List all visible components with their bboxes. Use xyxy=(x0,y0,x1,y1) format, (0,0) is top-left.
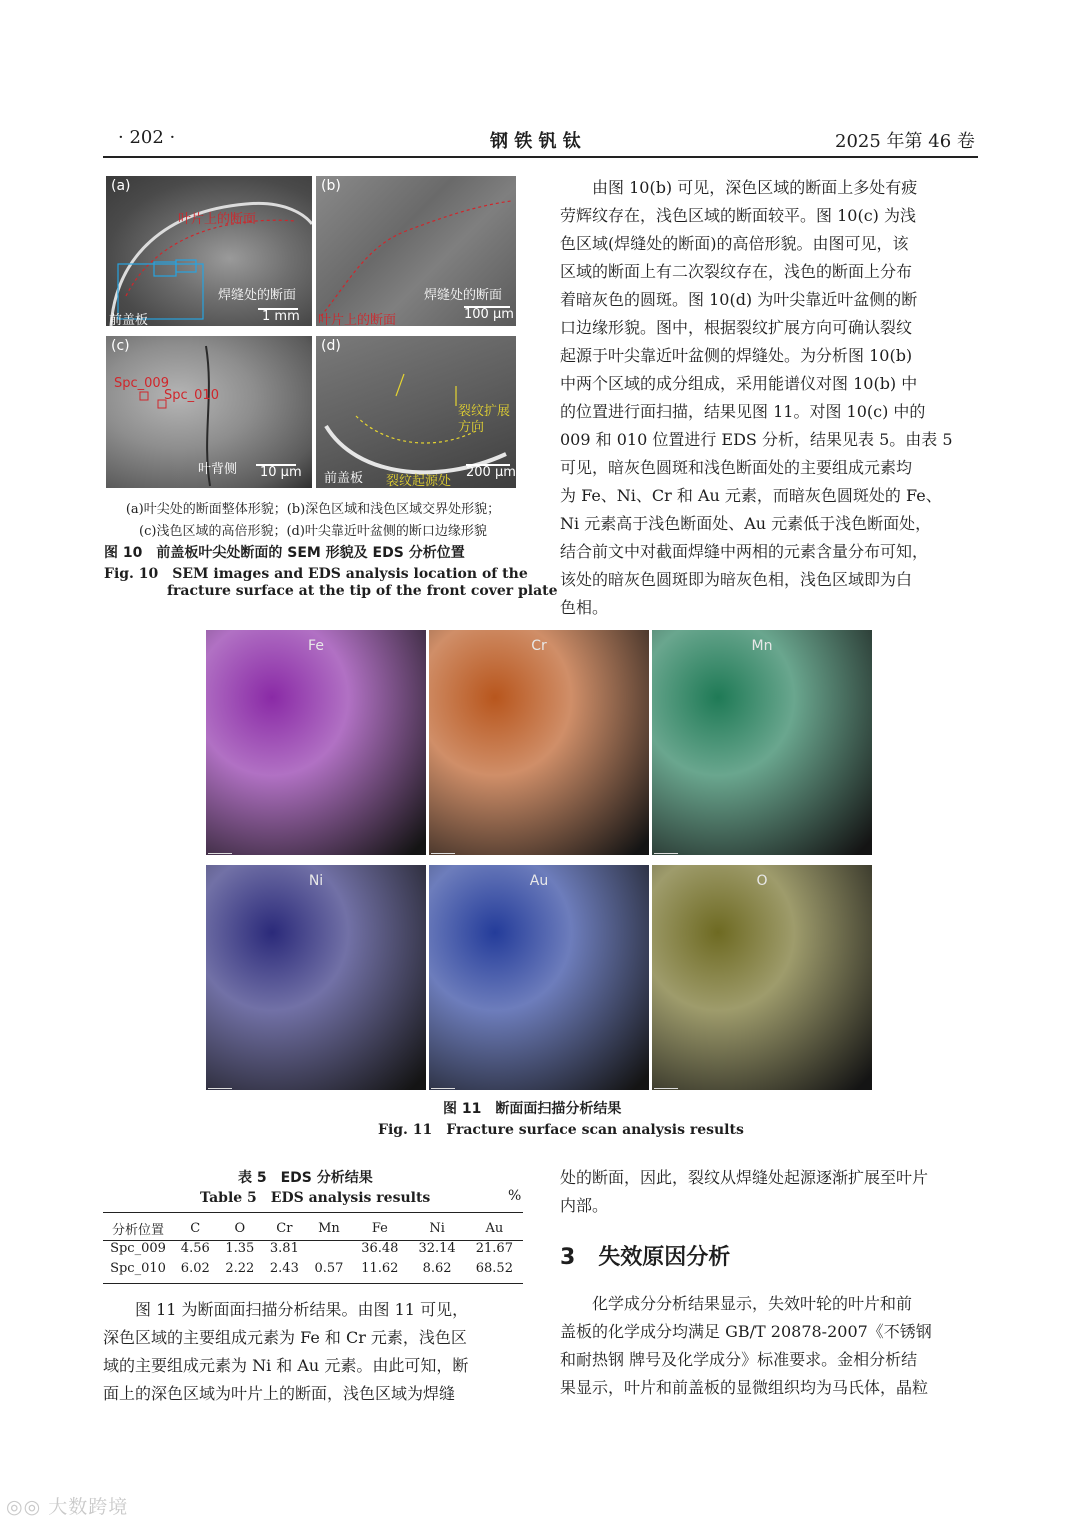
panel-b-blade-annotation: 叶片上的断面 xyxy=(318,313,397,326)
paragraph-line: 由图 10(b) 可见，深色区域的断面上多处有疲 xyxy=(592,178,918,197)
eds-map-o xyxy=(652,865,872,1090)
sem-panel-a-overlay xyxy=(106,176,312,326)
sem-panel-b-overlay xyxy=(316,176,516,326)
paragraph-line: 起源于叶尖靠近叶盆侧的焊缝处。为分析图 10(b) xyxy=(560,346,913,365)
eds-map-element-label: Cr xyxy=(531,638,547,654)
paragraph-line: 结合前文中对截面焊缝中两相的元素含量分布可知， xyxy=(560,542,929,561)
eds-map-scalebar xyxy=(431,853,455,854)
paragraph-line: 区域的断面上有二次裂纹存在，浅色的断面上分布 xyxy=(560,262,913,281)
table5-cell: 11.62 xyxy=(361,1260,399,1276)
paragraph-line: 面上的深色区域为叶片上的断面，浅色区域为焊缝 xyxy=(103,1384,456,1403)
eds-map-element-label: Ni xyxy=(308,873,324,889)
panel-b-weld-annotation: 焊缝处的断面 xyxy=(424,288,503,303)
section-3-heading xyxy=(560,1240,730,1271)
paragraph-line: 果显示，叶片和前盖板的显微组织均为马氏体，晶粒 xyxy=(560,1378,929,1397)
table5-cell xyxy=(307,1238,352,1258)
paragraph-line: 和耐热钢 牌号及化学成分》标准要求。金相分析结 xyxy=(560,1350,918,1369)
panel-c-spc009-annotation: Spc_009 xyxy=(114,376,169,391)
eds-map-cr xyxy=(429,630,649,855)
paragraph-line: Ni 元素高于浅色断面处、Au 元素低于浅色断面处， xyxy=(560,514,932,533)
panel-a-weld-annotation: 焊缝处的断面 xyxy=(218,288,297,303)
paragraph-line: 着暗灰色的圆斑。图 10(d) 为叶尖靠近叶盆侧的断 xyxy=(560,290,918,309)
table5-header-cell: Au xyxy=(485,1220,504,1236)
panel-c-spc010-annotation: Spc_010 xyxy=(164,388,219,403)
table5-header-row xyxy=(103,1218,523,1238)
panel-d-label: (d) xyxy=(321,338,341,354)
sem-panel-c xyxy=(106,336,312,488)
left-bottom-paragraph xyxy=(103,1296,523,1408)
eds-map-element-label: Mn xyxy=(751,638,773,654)
panel-c-scale-label: 10 μm xyxy=(260,465,302,480)
fig10-subcaption-1: (a)叶尖处的断面整体形貌；(b)深色区域和浅色区域交界处形貌； xyxy=(125,502,501,517)
panel-d-origin-annotation: 裂纹起源处 xyxy=(386,474,452,488)
panel-a-scale-label: 1 mm xyxy=(262,309,300,324)
watermark-text: 大数跨境 xyxy=(48,1496,129,1518)
right-column-paragraph xyxy=(560,174,978,622)
table5-body xyxy=(103,1238,523,1278)
section-3-paragraph xyxy=(560,1290,978,1402)
eds-map-scalebar xyxy=(208,853,232,854)
eds-map-scalebar xyxy=(208,1088,232,1089)
table5-header-cell: Cr xyxy=(276,1220,293,1236)
eds-map-fe xyxy=(206,630,426,855)
issue-info: 2025 年第 46 卷 xyxy=(835,131,975,152)
fig10-subcaption-2: (c)浅色区域的高倍形貌；(d)叶尖靠近叶盆侧的断口边缘形貌 xyxy=(139,524,487,539)
panel-b-label: (b) xyxy=(321,178,341,194)
section-3-title: 失效原因分析 xyxy=(598,1245,731,1270)
paragraph-line: 可见，暗灰色圆斑和浅色断面处的主要组成元素均 xyxy=(560,458,913,477)
table5-row xyxy=(103,1238,523,1258)
eds-map-element-label: Au xyxy=(529,873,549,889)
paragraph-line: 为 Fe、Ni、Cr 和 Au 元素，而暗灰色圆斑处的 Fe、 xyxy=(560,486,942,505)
table5-header-cell: Fe xyxy=(371,1220,388,1236)
fig10-caption-cn: 图 10 前盖板叶尖处断面的 SEM 形貌及 EDS 分析位置 xyxy=(104,545,465,561)
table5-cell: 36.48 xyxy=(361,1240,399,1256)
paragraph-line: 域的主要组成元素为 Ni 和 Au 元素。由此可知，断 xyxy=(103,1356,469,1375)
table5-header-cell: C xyxy=(190,1220,201,1236)
table5-caption-cn: 表 5 EDS 分析结果 xyxy=(238,1170,373,1186)
panel-c-label: (c) xyxy=(111,338,130,354)
eds-map-scalebar xyxy=(654,853,678,854)
paragraph-line: 图 11 为断面面扫描分析结果。由图 11 可见， xyxy=(135,1300,469,1319)
paragraph-line: 化学成分分析结果显示，失效叶轮的叶片和前 xyxy=(592,1294,913,1313)
watermark-logo-icon: ◎◎ xyxy=(6,1496,49,1518)
paragraph-line: 深色区域的主要组成元素为 Fe 和 Cr 元素，浅色区 xyxy=(103,1328,467,1347)
table5-bottom-rule xyxy=(103,1283,523,1284)
table5-header-cell: Mn xyxy=(318,1220,340,1236)
right-bottom-paragraph xyxy=(560,1164,978,1220)
eds-map-au xyxy=(429,865,649,1090)
paragraph-line: 色区域(焊缝处的断面)的高倍形貌。由图可见，该 xyxy=(560,234,909,253)
eds-map-ni xyxy=(206,865,426,1090)
panel-a-cover-annotation: 前盖板 xyxy=(109,313,149,326)
table5-cell: 4.56 xyxy=(180,1240,210,1256)
panel-d-scale-label: 200 μm xyxy=(466,465,516,480)
table5-cell: Spc_010 xyxy=(110,1260,166,1276)
paragraph-line: 该处的暗灰色圆斑即为暗灰色相，浅色区域即为白 xyxy=(560,570,913,589)
sem-panel-d xyxy=(316,336,516,488)
panel-d-crack-direction-annotation: 裂纹扩展方向 xyxy=(458,404,511,435)
table5-cell: 21.67 xyxy=(475,1240,513,1256)
table5-mid-rule xyxy=(103,1240,523,1241)
sem-panel-b xyxy=(316,176,516,326)
table5-top-rule xyxy=(103,1212,523,1213)
eds-map-mn xyxy=(652,630,872,855)
fig10-caption-en-1: Fig. 10 SEM images and EDS analysis location of the xyxy=(104,566,528,582)
page-number: · 202 · xyxy=(118,127,176,148)
fig10-caption-en-2: fracture surface at the tip of the front cover plate xyxy=(167,583,558,599)
sem-panel-a xyxy=(106,176,312,326)
eds-map-scalebar xyxy=(431,1088,455,1089)
table5-caption-en: Table 5 EDS analysis results xyxy=(200,1190,431,1206)
eds-map-scalebar xyxy=(654,1088,678,1089)
table5-cell: 1.35 xyxy=(225,1240,255,1256)
panel-d-cover-annotation: 前盖板 xyxy=(324,471,364,486)
section-3-number: 3 xyxy=(560,1245,576,1270)
table5-cell: 8.62 xyxy=(422,1260,452,1276)
paragraph-line: 色相。 xyxy=(560,598,609,617)
journal-title: 钢 铁 钒 钛 xyxy=(490,131,581,152)
table5-cell: 32.14 xyxy=(418,1240,456,1256)
table5-cell: 3.81 xyxy=(269,1240,299,1256)
table5-cell: 0.57 xyxy=(314,1260,344,1276)
eds-map-element-label: Fe xyxy=(308,638,324,654)
header-rule xyxy=(103,156,978,158)
paragraph-line: 009 和 010 位置进行 EDS 分析，结果见表 5。由表 5 xyxy=(560,430,953,449)
panel-a-label: (a) xyxy=(111,178,131,194)
panel-a-blade-annotation: 叶片上的断面 xyxy=(178,212,257,227)
fig11-caption-en: Fig. 11 Fracture surface scan analysis results xyxy=(378,1122,744,1138)
paragraph-line: 口边缘形貌。图中，根据裂纹扩展方向可确认裂纹 xyxy=(560,318,913,337)
paragraph-line: 内部。 xyxy=(560,1196,609,1215)
panel-b-scale-label: 100 μm xyxy=(464,307,514,322)
table5-row xyxy=(103,1258,523,1278)
paragraph-line: 盖板的化学成分均满足 GB/T 20878-2007《不锈钢 xyxy=(560,1322,932,1341)
paragraph-line: 处的断面，因此，裂纹从焊缝处起源逐渐扩展至叶片 xyxy=(560,1168,929,1187)
table5-header-cell: Ni xyxy=(429,1220,445,1236)
paragraph-line: 的位置进行面扫描，结果见图 11。对图 10(c) 中的 xyxy=(560,402,926,421)
table5-cell: 2.43 xyxy=(269,1260,299,1276)
table5-unit: % xyxy=(508,1188,522,1204)
fig11-caption-cn: 图 11 断面面扫描分析结果 xyxy=(443,1101,622,1117)
eds-map-element-label: O xyxy=(756,873,768,889)
table5-cell: Spc_009 xyxy=(110,1240,166,1256)
table5-header-cell: O xyxy=(234,1220,246,1236)
table5-cell: 2.22 xyxy=(225,1260,255,1276)
paragraph-line: 劳辉纹存在，浅色区域的断面较平。图 10(c) 为浅 xyxy=(560,206,916,225)
panel-c-back-annotation: 叶背侧 xyxy=(198,462,238,477)
table5-cell: 68.52 xyxy=(475,1260,513,1276)
table5-cell: 6.02 xyxy=(180,1260,210,1276)
watermark xyxy=(6,1492,128,1519)
paragraph-line: 中两个区域的成分组成，采用能谱仪对图 10(b) 中 xyxy=(560,374,918,393)
table5-header-cell: 分析位置 xyxy=(111,1222,164,1238)
table5 xyxy=(103,1218,523,1278)
